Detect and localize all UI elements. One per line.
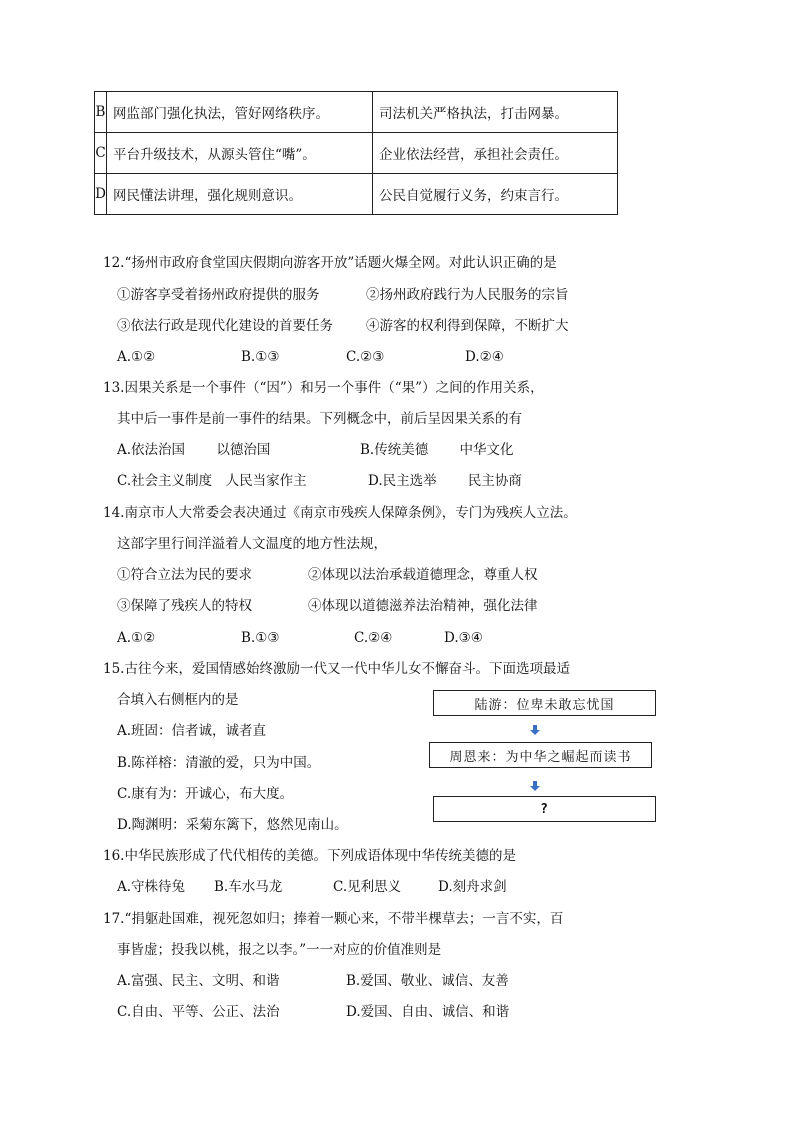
q14-statement-3: ③保障了残疾人的特权 <box>117 598 252 614</box>
q12-stem: 12.“扬州市政府食堂国庆假期向游客开放”话题火爆全网。对此认识正确的是 <box>103 255 557 271</box>
q14-statement-2: ②体现以法治承载道德理念，尊重人权 <box>308 567 538 583</box>
row-right-cell: 司法机关严格执法，打击网暴。 <box>373 92 618 133</box>
options-table <box>94 91 618 215</box>
row-left-cell: 平台升级技术，从源头管住“嘴”。 <box>107 133 373 174</box>
q15-option-c[interactable]: C.康有为：开诚心，布大度。 <box>117 786 294 802</box>
q15-stem-line-1: 15.古往今来，爱国情感始终激励一代又一代中华儿女不懈奋斗。下面选项最适 <box>103 661 570 677</box>
row-left-cell: 网监部门强化执法，管好网络秩序。 <box>107 92 373 133</box>
row-letter: D <box>95 174 107 215</box>
q17-stem-line-2: 事皆虚；投我以桃，报之以李。”一一对应的价值准则是 <box>117 942 442 958</box>
table-row <box>95 92 618 133</box>
q16-option-c[interactable]: C.见利思义 <box>333 879 402 895</box>
q12-option-d[interactable]: D.②④ <box>465 349 504 365</box>
q17-option-b[interactable]: B.爱国、敬业、诚信、友善 <box>346 973 509 989</box>
q14-stem-line-1: 14.南京市人大常委会表决通过《南京市残疾人保障条例》，专门为残疾人立法。 <box>103 505 577 521</box>
row-letter: C <box>95 133 107 174</box>
q16-option-a[interactable]: A.守株待兔 <box>117 879 186 895</box>
q14-option-a[interactable]: A.①② <box>117 630 156 646</box>
table-row <box>95 174 618 215</box>
flow-box-lu-you <box>433 690 656 716</box>
table-row <box>95 133 618 174</box>
q17-stem-line-1: 17.“捐躯赴国难，视死忽如归；捧着一颗心来，不带半棵草去；一言不实，百 <box>103 911 564 927</box>
q17-option-c[interactable]: C.自由、平等、公正、法治 <box>117 1004 280 1020</box>
q12-statement-4: ④游客的权利得到保障，不断扩大 <box>366 318 569 334</box>
q14-stem-line-2: 这部字里行间洋溢着人文温度的地方性法规， <box>117 536 387 552</box>
q13-option-a[interactable]: A.依法治国 以德治国 <box>117 442 271 458</box>
row-letter: B <box>95 92 107 133</box>
q15-stem-line-2: 合填入右侧框内的是 <box>117 692 239 708</box>
q16-option-b[interactable]: B.车水马龙 <box>214 879 283 895</box>
q14-statement-1: ①符合立法为民的要求 <box>117 567 252 583</box>
q14-option-c[interactable]: C.②④ <box>354 630 393 646</box>
q14-option-d[interactable]: D.③④ <box>444 630 483 646</box>
q13-option-b[interactable]: B.传统美德 中华文化 <box>360 442 514 458</box>
q13-stem-line-1: 13.因果关系是一个事件（“因”）和另一个事件（“果”）之间的作用关系， <box>103 380 544 396</box>
flow-box-answer-blank <box>433 796 656 822</box>
q16-option-d[interactable]: D.刻舟求剑 <box>438 879 507 895</box>
row-right-cell: 企业依法经营，承担社会责任。 <box>373 133 618 174</box>
q15-option-a[interactable]: A.班固：信者诚，诚者直 <box>117 723 267 739</box>
flow-box-text: 周恩来：为中华之崛起而读书 <box>449 749 632 765</box>
q12-statement-3: ③依法行政是现代化建设的首要任务 <box>117 318 333 334</box>
q13-option-c[interactable]: C.社会主义制度 人民当家作主 <box>117 473 307 489</box>
row-left-cell: 网民懂法讲理，强化规则意识。 <box>107 174 373 215</box>
q15-option-d[interactable]: D.陶渊明：采菊东篱下，悠然见南山。 <box>117 817 348 833</box>
q13-stem-line-2: 其中后一事件是前一事件的结果。下列概念中，前后呈因果关系的有 <box>117 411 522 427</box>
flow-box-text: ? <box>540 801 549 817</box>
q12-statement-2: ②扬州政府践行为人民服务的宗旨 <box>366 287 569 303</box>
arrow-down-icon <box>530 725 540 735</box>
q12-option-a[interactable]: A.①② <box>117 349 156 365</box>
q14-option-b[interactable]: B.①③ <box>241 630 280 646</box>
row-right-cell: 公民自觉履行义务，约束言行。 <box>373 174 618 215</box>
q15-option-b[interactable]: B.陈祥榕：清澈的爱，只为中国。 <box>117 755 321 771</box>
q14-statement-4: ④体现以道德滋养法治精神，强化法律 <box>308 598 538 614</box>
flow-box-text: 陆游：位卑未敢忘忧国 <box>474 697 615 713</box>
q12-statement-1: ①游客享受着扬州政府提供的服务 <box>117 287 320 303</box>
flow-box-zhou-enlai <box>429 742 652 768</box>
q17-option-a[interactable]: A.富强、民主、文明、和谐 <box>117 973 280 989</box>
q16-stem: 16.中华民族形成了代代相传的美德。下列成语体现中华传统美德的是 <box>103 848 516 864</box>
arrow-down-icon <box>530 781 540 791</box>
q13-option-d[interactable]: D.民主选举 民主协商 <box>368 473 522 489</box>
q12-option-c[interactable]: C.②③ <box>346 349 385 365</box>
q17-option-d[interactable]: D.爱国、自由、诚信、和谐 <box>346 1004 510 1020</box>
q12-option-b[interactable]: B.①③ <box>241 349 280 365</box>
